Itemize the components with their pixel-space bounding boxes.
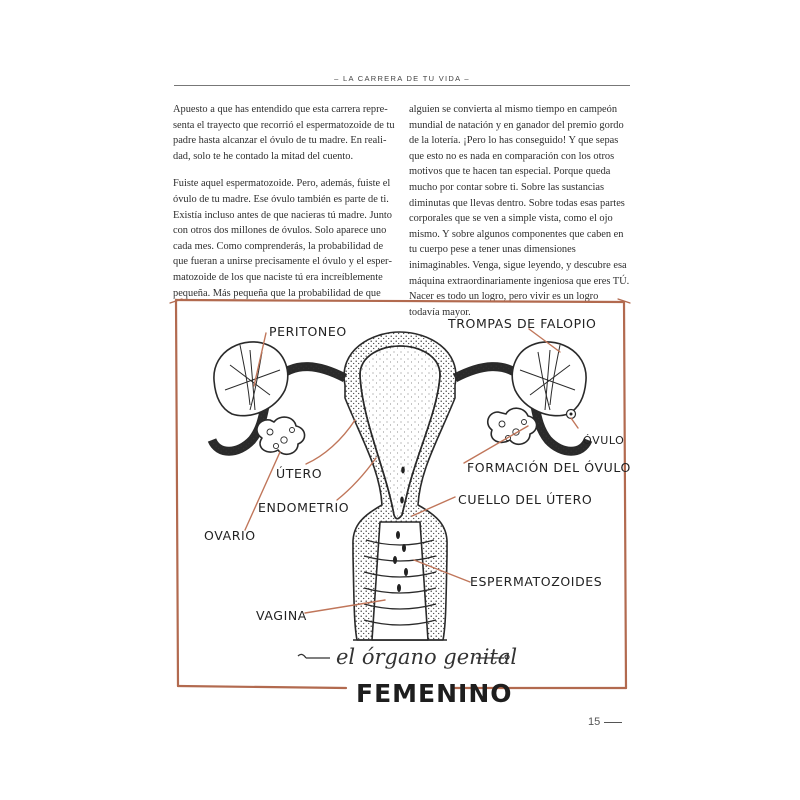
illustration-caption (298, 645, 517, 708)
caption-script: el órgano genital (336, 645, 518, 669)
page-number: 15 (588, 716, 601, 728)
running-header: – LA CARRERA DE TU VIDA – (334, 74, 470, 83)
label-endometrio: ENDOMETRIO (258, 500, 350, 515)
label-peritoneo: PERITONEO (269, 324, 347, 339)
caption-title: FEMENINO (356, 679, 513, 708)
label-formacion: FORMACIÓN DEL ÓVULO (467, 460, 631, 475)
label-utero: ÚTERO (276, 466, 323, 481)
paragraph: Fuiste aquel espermatozoide. Pero, además, fuiste el óvulo de tu madre. Ese óvulo también es parte de ti. Existía incluso antes de que nacieras tú madre. Junto con otros dos millones de óvulos. Solo aparece uno cada mes. Como comprenderás, la probabilidad de que fueran a unirse precisamente el óvulo y el espermatozoide de los que naciste tú era increíblemente pequeña. Más pequeña que la probabilidad de que (173, 178, 393, 299)
page-number-rule (604, 722, 622, 723)
label-trompas: TROMPAS DE FALOPIO (448, 316, 597, 331)
label-cuello: CUELLO DEL ÚTERO (458, 492, 593, 507)
paragraph: alguien se convierta al mismo tiempo en campeón mundial de natación y en ganador del premio gordo de la lotería. ¡Pero lo has conseguido! Y que sepas que esto no es nada en comparación con los otros motivos que te hacen tan especial. Porque queda mucho por contar sobre ti. Sobre las sustancias diminutas que llevas dentro. Sobre todas esas partes corporales que se ven a simple vista, como el ojo mismo. Y sobre algunos componentes que caben en tu cuerpo pese a tener unas dimensiones inimaginables. Venga, sigue leyendo, y descubre esa máquina extraordinariamente ingeniosa que eres TÚ. Nacer es todo un logro, pero vivir es un logro todavía mayor. (409, 104, 630, 318)
label-espermatozoides: ESPERMATOZOIDES (470, 574, 603, 589)
uterus-drawing (212, 332, 588, 640)
label-vagina: VAGINA (256, 608, 307, 623)
paragraph: Apuesto a que has entendido que esta carrera representa el trayecto que recorrió el espermatozoide de tu padre hasta alcanzar el óvulo de tu madre. En realidad, solo te he contado la mitad del cuento. (173, 104, 395, 162)
label-ovario: OVARIO (204, 528, 256, 543)
label-ovulo: ÓVULO (583, 434, 625, 447)
